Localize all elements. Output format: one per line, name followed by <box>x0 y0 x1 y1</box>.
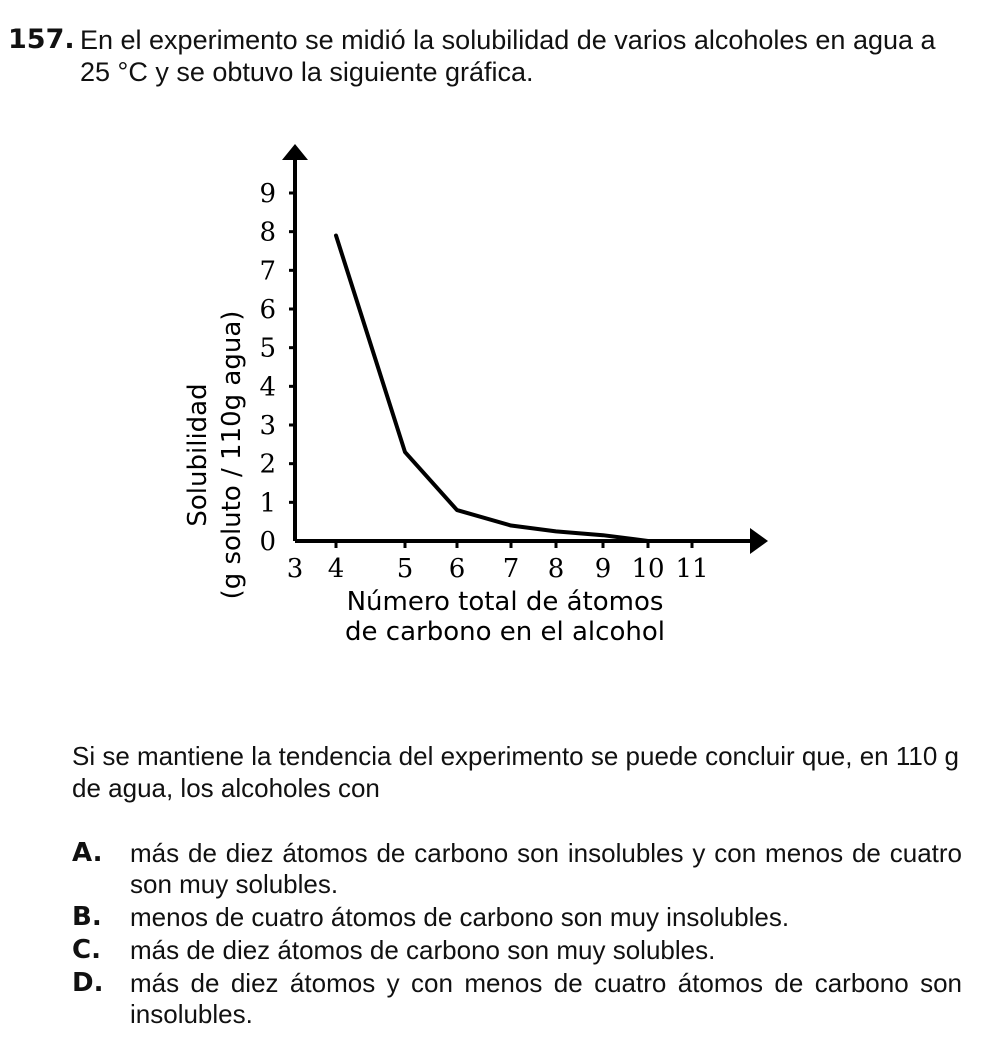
question-prompt: Si se mantiene la tendencia del experimento se puede concluir que, en 110 g de agua, los alcoholes con <box>72 741 959 803</box>
option-letter: C. <box>72 935 101 965</box>
option-c[interactable] <box>72 935 962 966</box>
y-tick-label: 7 <box>259 256 276 287</box>
option-text: menos de cuatro átomos de carbono son muy insolubles. <box>130 902 790 932</box>
y-axis-label-line2: (g soluto / 110g agua) <box>217 310 247 600</box>
x-axis-label-line2: de carbono en el alcohol <box>345 617 665 647</box>
question-stem: En el experimento se midió la solubilidad de varios alcoholes en agua a 25 °C y se obtuvo la siguiente gráfica. <box>80 25 936 87</box>
y-tick-label: 8 <box>259 217 276 248</box>
solubility-chart <box>0 130 982 650</box>
options-list <box>72 838 962 1032</box>
y-tick-label: 4 <box>259 372 276 403</box>
x-tick-label: 3 <box>286 554 304 584</box>
y-tick-label: 9 <box>259 179 276 209</box>
option-letter: D. <box>72 968 104 998</box>
y-axis-arrowhead <box>282 144 308 160</box>
x-tick-label: 9 <box>594 554 612 584</box>
series-line <box>336 236 648 541</box>
plot-series <box>336 236 648 541</box>
y-tick-label: 0 <box>259 527 276 557</box>
x-ticks <box>287 541 709 584</box>
y-ticks <box>259 179 295 557</box>
x-tick-label: 6 <box>448 554 466 584</box>
y-tick-label: 3 <box>259 411 276 441</box>
x-tick-label: 8 <box>547 554 565 584</box>
x-tick-label: 5 <box>396 554 414 584</box>
option-text: más de diez átomos de carbono son insolubles y con menos de cuatro son muy solubles. <box>130 838 962 899</box>
option-text: más de diez átomos de carbono son muy solubles. <box>130 935 716 965</box>
x-tick-label: 4 <box>327 554 345 584</box>
y-tick-label: 6 <box>259 295 276 325</box>
x-tick-label: 10 <box>631 554 665 584</box>
option-letter: A. <box>72 838 103 868</box>
option-letter: B. <box>72 902 102 932</box>
x-axis-label-line1: Número total de átomos <box>346 587 664 617</box>
option-b[interactable] <box>72 902 962 933</box>
y-tick-label: 5 <box>259 333 276 364</box>
y-tick-label: 2 <box>259 449 276 480</box>
y-axis-label-line1: Solubilidad <box>183 383 213 527</box>
x-tick-label: 7 <box>502 554 520 584</box>
y-tick-label: 1 <box>259 488 276 519</box>
x-tick-label: 11 <box>675 554 709 584</box>
option-a[interactable] <box>72 838 962 900</box>
x-axis-arrowhead <box>750 528 768 554</box>
chart-axes <box>282 144 768 554</box>
option-text: más de diez átomos y con menos de cuatro átomos de carbono son insolubles. <box>130 968 962 1029</box>
question-number: 157. <box>8 24 75 55</box>
option-d[interactable] <box>72 968 962 1030</box>
